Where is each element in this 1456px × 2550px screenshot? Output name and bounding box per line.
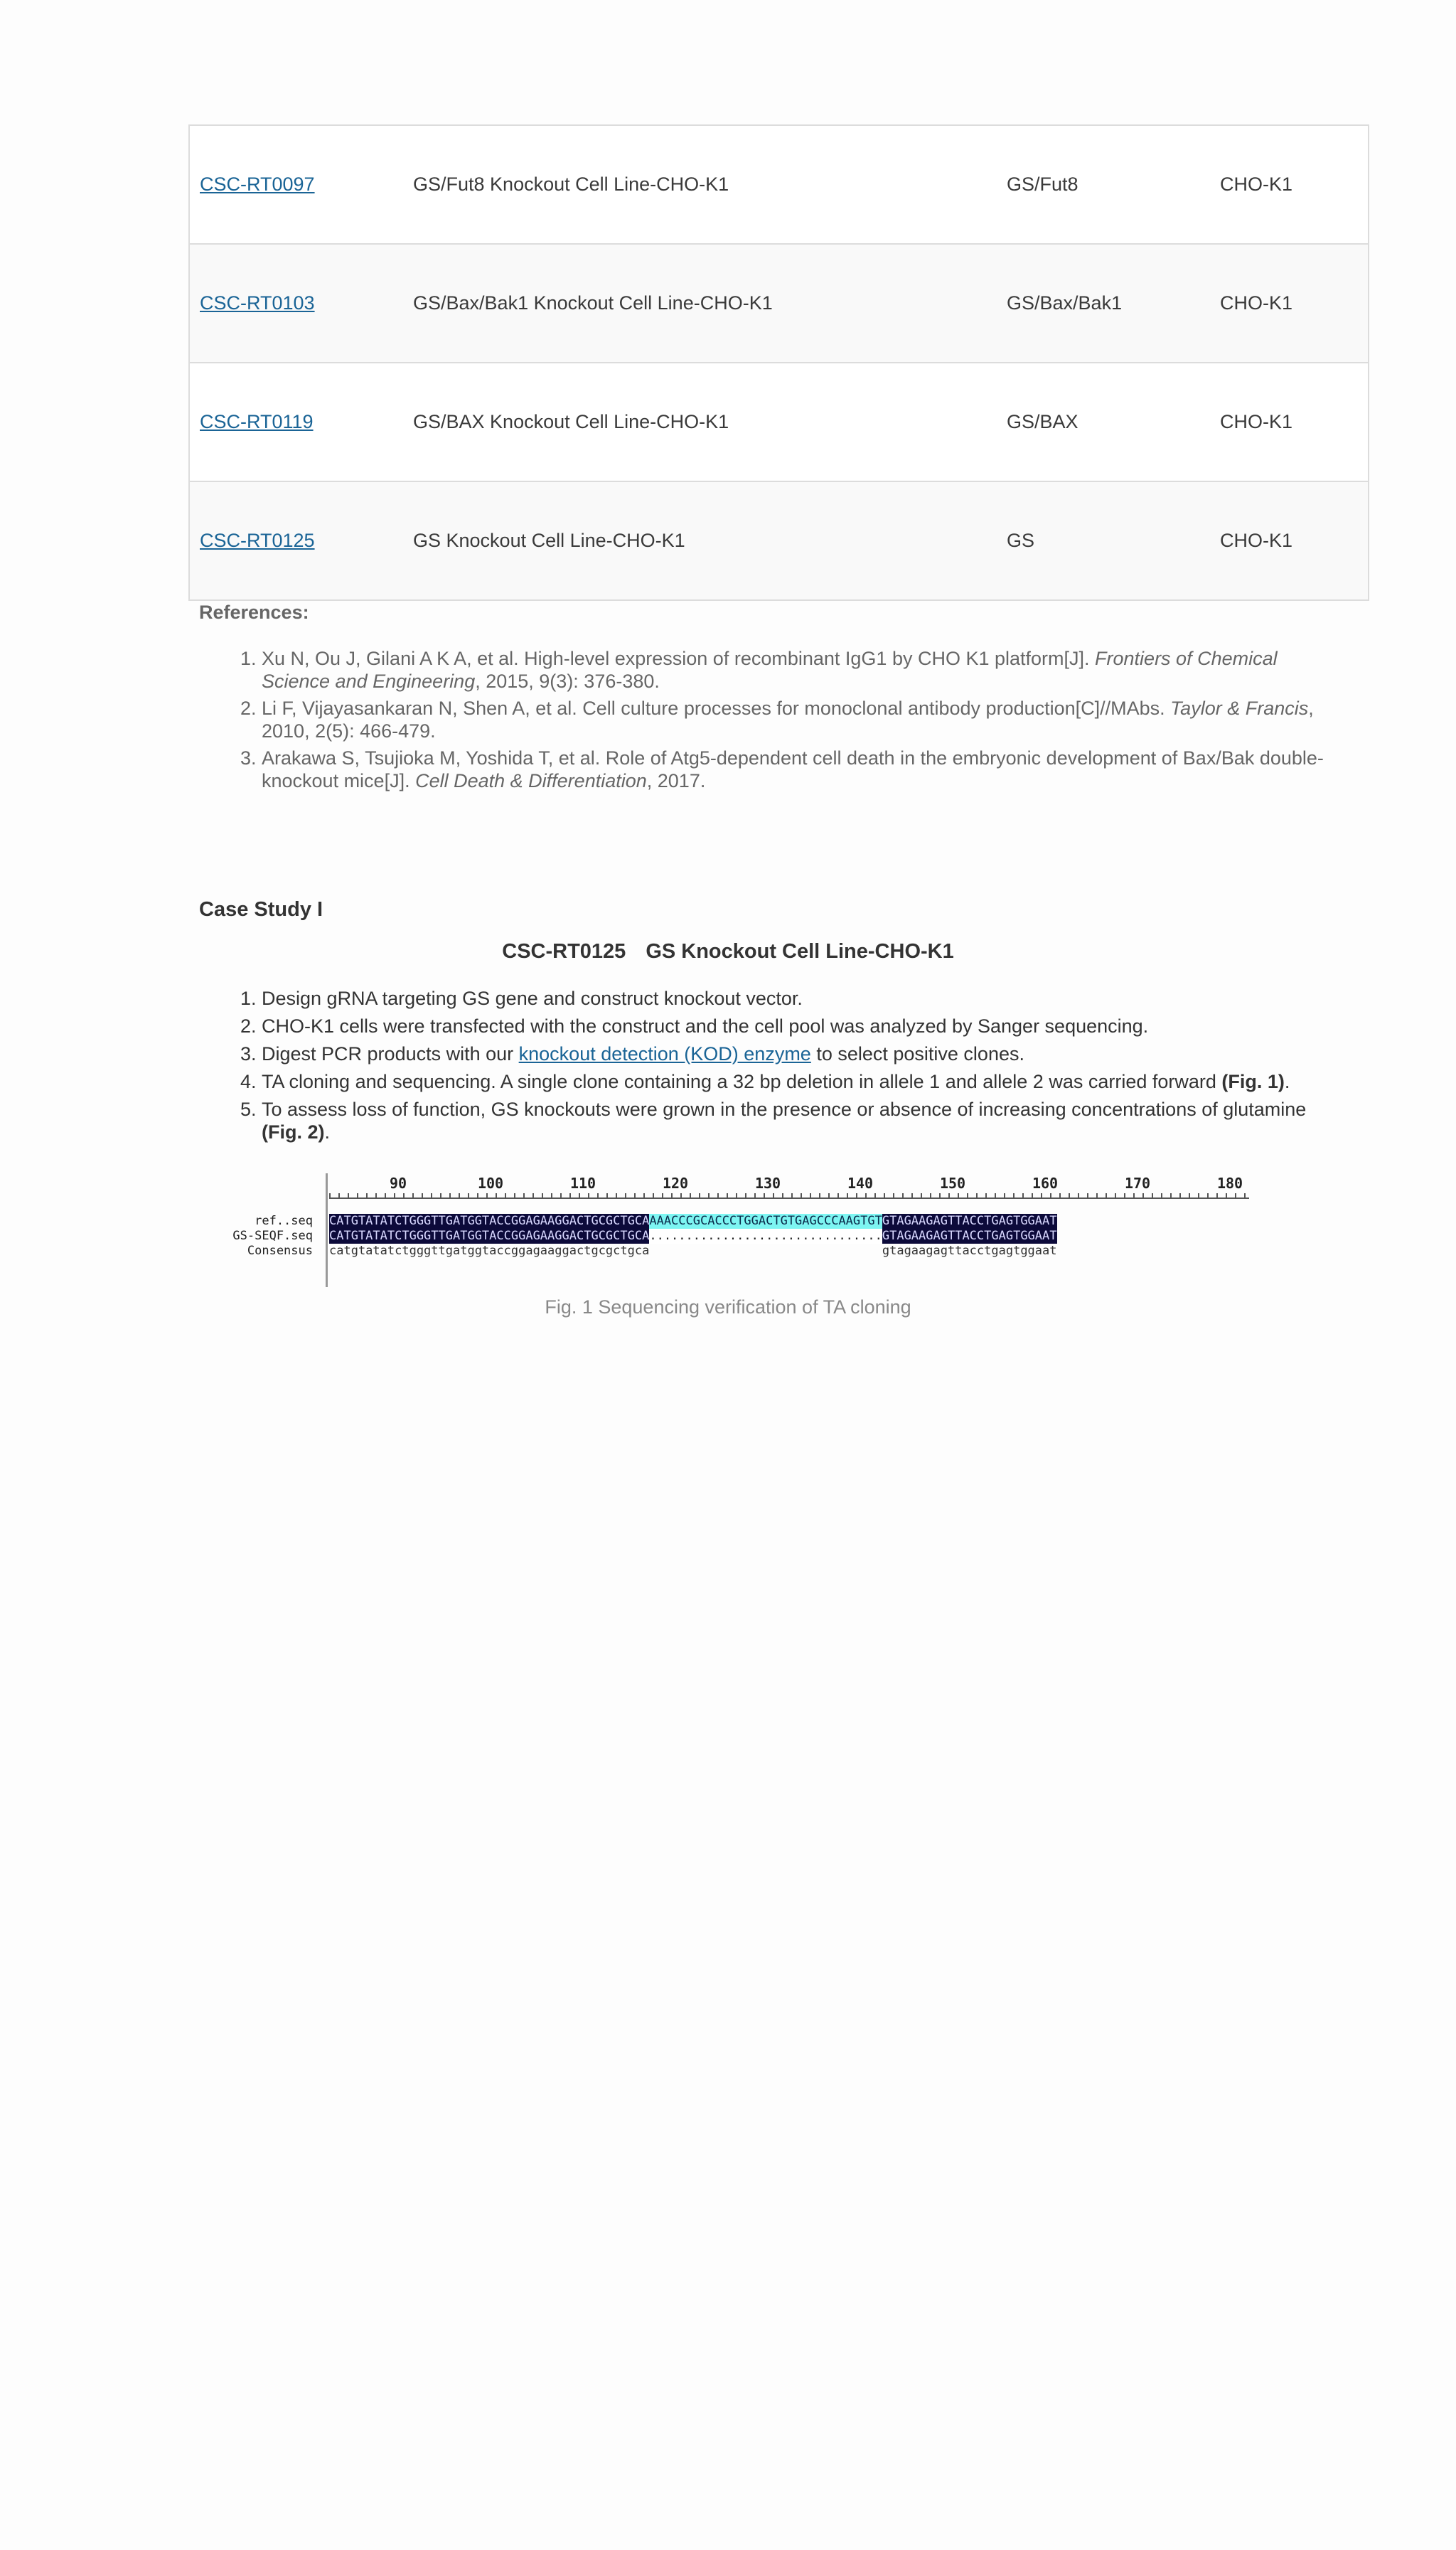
reference-item: 1. Xu N, Ou J, Gilani A K A, et al. High-level expression of recombinant IgG1 by CHO K1 platform[J]. Frontiers of Chemical Science and Engineering, 2015, 9(3): 376-380. bbox=[262, 647, 1328, 693]
step-item: 2. CHO-K1 cells were transfected with the construct and the cell pool was analyzed by Sanger sequencing. bbox=[262, 1015, 1335, 1037]
ruler-label: 180 bbox=[1216, 1175, 1243, 1192]
ruler-label: 130 bbox=[754, 1175, 781, 1192]
target-gene: GS/BAX bbox=[1007, 411, 1078, 432]
alignment-divider bbox=[326, 1173, 328, 1287]
ruler-label: 90 bbox=[389, 1175, 407, 1192]
gs-seq-row: CATGTATATCTGGGTTGATGGTACCGGAGAAGGACTGCGCTGCA................................GTAGAAGAGTTACCTGAGTGGAAT bbox=[329, 1229, 1057, 1243]
case-study-subtitle bbox=[0, 940, 1456, 964]
product-table bbox=[188, 124, 1369, 601]
target-gene: GS bbox=[1007, 530, 1035, 551]
step-item: 1. Design gRNA targeting GS gene and construct knockout vector. bbox=[262, 987, 1335, 1010]
consensus-label: Consensus bbox=[247, 1244, 313, 1258]
catalog-cell bbox=[189, 363, 413, 481]
ruler-label: 170 bbox=[1124, 1175, 1151, 1192]
ref-seq-label: ref..seq bbox=[255, 1214, 313, 1228]
figure-caption: Fig. 1 Sequencing verification of TA cloning bbox=[545, 1296, 911, 1318]
product-name: GS/Bax/Bak1 Knockout Cell Line-CHO-K1 bbox=[413, 292, 773, 314]
deletion-gap: ................................ bbox=[649, 1229, 882, 1243]
references-list bbox=[199, 647, 1328, 796]
reference-item: 2. Li F, Vijayasankaran N, Shen A, et al. Cell culture processes for monoclonal antibody production[C]//MAbs. Taylor & Francis, 2010, 2(5): 466-479. bbox=[262, 697, 1328, 742]
sequence-labels bbox=[199, 1214, 313, 1259]
table-row bbox=[189, 125, 1369, 244]
ruler-label: 140 bbox=[847, 1175, 874, 1192]
step-item: 5. To assess loss of function, GS knockouts were grown in the presence or absence of increasing concentrations of glutamine (Fig. 2). bbox=[262, 1098, 1335, 1143]
case-study-catalog: CSC-RT0125 bbox=[502, 940, 626, 963]
product-name: GS/BAX Knockout Cell Line-CHO-K1 bbox=[413, 411, 729, 432]
catalog-link[interactable]: CSC-RT0103 bbox=[200, 292, 315, 314]
ruler-label: 160 bbox=[1032, 1175, 1059, 1192]
ruler-line bbox=[329, 1197, 1249, 1199]
case-study-title: Case Study I bbox=[199, 898, 323, 921]
deleted-region: AAACCCGCACCCTGGACTGTGAGCCCAAGTGT bbox=[649, 1214, 882, 1228]
target-gene: GS/Fut8 bbox=[1007, 174, 1078, 195]
catalog-link[interactable]: CSC-RT0119 bbox=[200, 411, 314, 432]
sequence-alignment-figure bbox=[199, 1173, 1249, 1287]
table-row bbox=[189, 363, 1369, 481]
table-row bbox=[189, 244, 1369, 363]
kod-enzyme-link[interactable]: knockout detection (KOD) enzyme bbox=[518, 1043, 811, 1065]
ref-seq-row: CATGTATATCTGGGTTGATGGTACCGGAGAAGGACTGCGCTGCAAAACCCGCACCCTGGACTGTGAGCCCAAGTGTGTAGAAGAGTTACCTGAGTGGAAT bbox=[329, 1214, 1057, 1228]
cell-line: CHO-K1 bbox=[1220, 530, 1293, 551]
ruler-label: 100 bbox=[477, 1175, 504, 1192]
step-item: 3. Digest PCR products with our knockout detection (KOD) enzyme to select positive clones. bbox=[262, 1042, 1335, 1065]
catalog-cell bbox=[189, 125, 413, 244]
ruler-label: 150 bbox=[939, 1175, 966, 1192]
catalog-cell bbox=[189, 244, 413, 363]
case-steps bbox=[199, 987, 1335, 1148]
step-item: 4. TA cloning and sequencing. A single clone containing a 32 bp deletion in allele 1 and allele 2 was carried forward (Fig. 1). bbox=[262, 1070, 1335, 1093]
product-name: GS Knockout Cell Line-CHO-K1 bbox=[413, 530, 685, 551]
target-gene: GS/Bax/Bak1 bbox=[1007, 292, 1123, 314]
catalog-link[interactable]: CSC-RT0125 bbox=[200, 530, 315, 551]
table-row bbox=[189, 481, 1369, 600]
catalog-link[interactable]: CSC-RT0097 bbox=[200, 174, 315, 195]
cell-line: CHO-K1 bbox=[1220, 292, 1293, 314]
position-ruler bbox=[329, 1173, 1249, 1202]
case-study-product: GS Knockout Cell Line-CHO-K1 bbox=[646, 940, 954, 963]
product-name: GS/Fut8 Knockout Cell Line-CHO-K1 bbox=[413, 174, 729, 195]
gs-seq-label: GS-SEQF.seq bbox=[232, 1229, 313, 1243]
references-title: References: bbox=[199, 602, 309, 623]
consensus-row: catgtatatctgggttgatggtaccggagaaggactgcgctgca gtagaagagttacctgagtggaat bbox=[329, 1244, 1057, 1258]
ruler-label: 120 bbox=[662, 1175, 689, 1192]
ruler-label: 110 bbox=[569, 1175, 596, 1192]
reference-item: 3. Arakawa S, Tsujioka M, Yoshida T, et al. Role of Atg5-dependent cell death in the embryonic development of Bax/Bak double-knockout mice[J]. Cell Death & Differentiation, 2017. bbox=[262, 747, 1328, 792]
cell-line: CHO-K1 bbox=[1220, 411, 1293, 432]
cell-line: CHO-K1 bbox=[1220, 174, 1293, 195]
catalog-cell bbox=[189, 481, 413, 600]
